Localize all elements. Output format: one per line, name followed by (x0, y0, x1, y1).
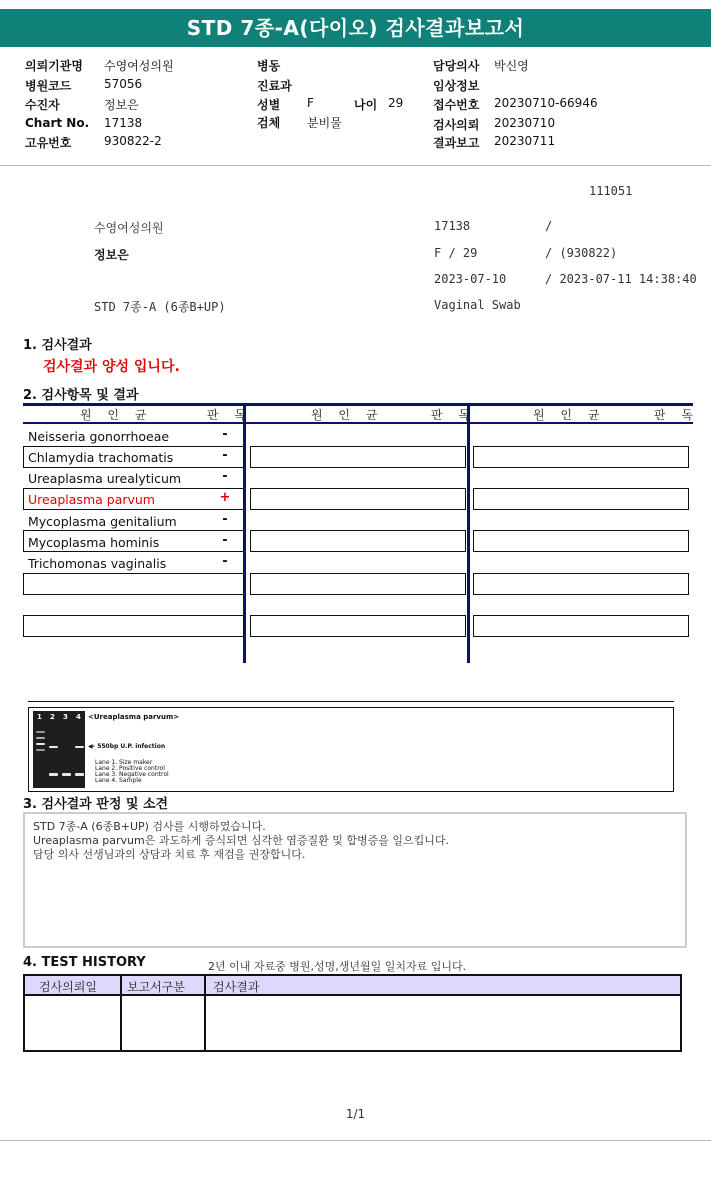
age-value: 29 (388, 96, 404, 110)
gel-band (62, 773, 71, 776)
gel-legend-item: Lane 1. Size maker (95, 759, 153, 766)
hospital-code-label: 병원코드 (25, 79, 72, 93)
clinical-label: 임상정보 (433, 79, 480, 93)
col-header-result-1: 판 독 (207, 408, 252, 422)
result-row-box (250, 573, 466, 595)
organism-name: Trichomonas vaginalis (28, 556, 167, 571)
unique-no-value: 930822-2 (104, 134, 162, 148)
organism-name-positive: Ureaplasma parvum (28, 492, 155, 507)
gel-legend-item: Lane 2. Positive control (95, 765, 165, 772)
history-header-result: 검사결과 (213, 980, 260, 994)
receipt-no-value: 20230710-66946 (494, 96, 598, 110)
organism-name: Mycoplasma hominis (28, 535, 160, 550)
doctor-value: 박신영 (494, 59, 529, 73)
organism-name: Ureaplasma urealyticum (28, 471, 182, 486)
section3-title: 3. 검사결과 판정 및 소견 (23, 797, 169, 812)
chart-no-value: 17138 (104, 116, 143, 130)
gel-band (36, 743, 45, 745)
gel-band (49, 773, 58, 776)
gel-title: <Ureaplasma parvum> (88, 713, 180, 721)
result-row-box (473, 573, 689, 595)
gel-electrophoresis-image (33, 711, 85, 788)
history-header-report-type: 보고서구분 (127, 980, 185, 994)
plain-chart: 17138 (434, 219, 471, 233)
section1-title: 1. 검사결과 (23, 338, 92, 353)
history-header-request-date: 검사의뢰일 (39, 980, 97, 994)
gel-band (75, 746, 84, 748)
history-table-header (25, 976, 680, 996)
unique-no-label: 고유번호 (25, 136, 72, 150)
results-table-divider-2 (467, 403, 470, 663)
patient-label: 수진자 (25, 98, 60, 112)
department-label: 진료과 (257, 79, 292, 93)
receipt-no-label: 접수번호 (433, 98, 480, 112)
institution-label: 의뢰기관명 (25, 59, 83, 73)
sex-label: 성별 (257, 98, 281, 112)
gel-legend-item: Lane 3. Negative control (95, 771, 169, 778)
history-col-divider (120, 976, 122, 1050)
result-row-box (473, 488, 689, 510)
organism-result-positive: + (219, 490, 231, 505)
hospital-code-value: 57056 (104, 77, 143, 91)
plain-code: 111051 (589, 184, 633, 198)
gel-band (36, 749, 45, 751)
history-note: 2년 이내 자료중 병원,성명,생년월일 일치자료 입니다. (208, 960, 467, 973)
organism-result: - (222, 448, 228, 463)
page-number: 1/1 (345, 1107, 366, 1121)
organism-result: - (222, 512, 228, 527)
patient-value: 정보은 (104, 98, 139, 112)
organism-result: - (222, 427, 228, 442)
result-row-box (250, 530, 466, 552)
plain-sex-age: F / 29 (434, 246, 478, 260)
specimen-label: 검체 (257, 116, 281, 130)
organism-name: Neisseria gonorrhoeae (28, 429, 170, 444)
organism-name: Chlamydia trachomatis (28, 450, 174, 465)
gel-arrow-label: ◀- 550bp U.P. infection (88, 743, 166, 750)
result-row-box (250, 446, 466, 468)
request-label: 검사의뢰 (433, 118, 480, 132)
organism-result: - (222, 469, 228, 484)
opinion-line: Ureaplasma parvum은 과도하게 증식되면 심각한 염증질환 및 합병증을 일으킵니다. (33, 834, 449, 847)
plain-unique: / (930822) (545, 246, 618, 260)
gel-band (36, 737, 45, 739)
result-row-box (23, 615, 244, 637)
plain-specimen: Vaginal Swab (434, 298, 521, 312)
gel-band (75, 773, 84, 776)
result-row-box (250, 615, 466, 637)
col-header-result-3: 판 독 (654, 408, 699, 422)
col-header-organism-3: 원 인 균 (533, 408, 606, 422)
gel-legend-item: Lane 4. Sample (95, 777, 142, 784)
gel-lane-number: 1 (37, 713, 42, 721)
gel-top-rule (28, 701, 674, 702)
section4-title: 4. TEST HISTORY (23, 955, 146, 970)
specimen-value: 분비물 (307, 116, 342, 130)
col-header-result-2: 판 독 (431, 408, 476, 422)
chart-no-label: Chart No. (25, 116, 90, 130)
gel-lane-number: 3 (63, 713, 68, 721)
result-row-box (473, 615, 689, 637)
gel-band (36, 731, 45, 733)
col-header-organism-2: 원 인 균 (311, 408, 384, 422)
institution-value: 수영여성의원 (104, 59, 174, 73)
result-row-box (473, 530, 689, 552)
report-title: STD 7종-A(다이오) 검사결과보고서 (0, 9, 711, 47)
organism-result: - (222, 533, 228, 548)
result-message: 검사결과 양성 입니다. (43, 359, 180, 375)
report-label: 결과보고 (433, 136, 480, 150)
col-header-organism-1: 원 인 균 (80, 408, 153, 422)
request-date-value: 20230710 (494, 116, 556, 130)
ward-label: 병동 (257, 59, 281, 73)
plain-patient: 정보은 (94, 248, 129, 262)
gel-band (49, 746, 58, 748)
report-date-value: 20230711 (494, 134, 556, 148)
section2-title: 2. 검사항목 및 결과 (23, 388, 139, 403)
organism-result: - (222, 554, 228, 569)
history-col-divider (204, 976, 206, 1050)
plain-report-datetime: / 2023-07-11 14:38:40 (545, 272, 697, 286)
gel-lane-number: 4 (76, 713, 81, 721)
plain-institution: 수영여성의원 (94, 221, 164, 235)
result-row-box (473, 446, 689, 468)
opinion-line: 담당 의사 선생님과의 상담과 치료 후 재검을 권장합니다. (33, 848, 306, 861)
plain-test-name: STD 7종-A (6종B+UP) (94, 300, 226, 314)
gel-lane-number: 2 (50, 713, 55, 721)
plain-request-date: 2023-07-10 (434, 272, 507, 286)
history-table (23, 974, 682, 1052)
result-row-box (23, 573, 244, 595)
result-row-box (250, 488, 466, 510)
opinion-box (23, 812, 687, 948)
doctor-label: 담당의사 (433, 59, 480, 73)
age-label: 나이 (354, 98, 378, 112)
header-separator (0, 165, 711, 166)
plain-slash: / (545, 219, 553, 233)
sex-value: F (307, 96, 314, 110)
organism-name: Mycoplasma genitalium (28, 514, 177, 529)
footer-separator (0, 1140, 711, 1141)
opinion-line: STD 7종-A (6종B+UP) 검사를 시행하였습니다. (33, 820, 266, 833)
